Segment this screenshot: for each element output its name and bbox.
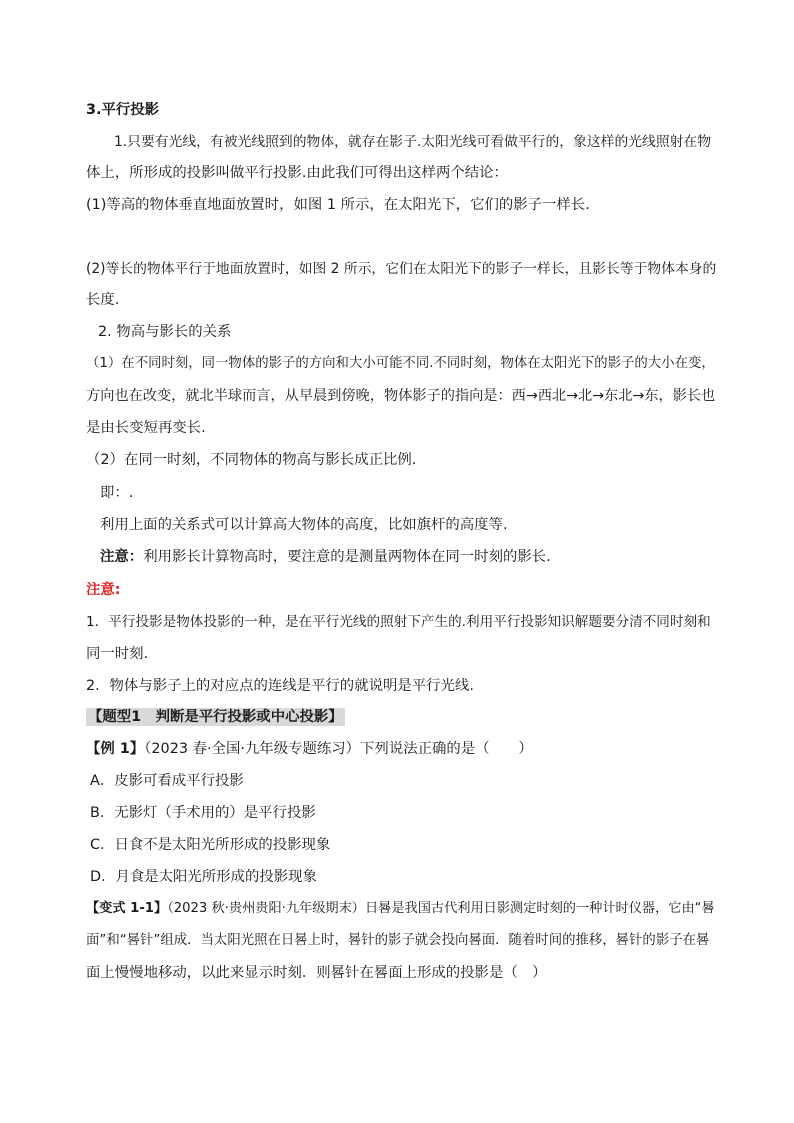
example-1-question: （2023 春·全国·九年级专题练习）下列说法正确的是（ ）: [144, 741, 533, 757]
relation-heading: 2. 物高与影长的关系: [98, 324, 232, 340]
conclusion-2-line: 长度.: [86, 292, 120, 308]
relation-1-line: 方向也在改变，就北半球而言，从早晨到傍晚，物体影子的指向是：西→西北→北→东北→东，影长也: [86, 388, 716, 404]
variant-line: [86, 899, 715, 919]
relation-1-line: （1）在不同时刻，同一物体的影子的方向和大小可能不同.不同时刻，物体在太阳光下的影子的大小在变，: [86, 356, 715, 371]
notes-label: 注意:: [86, 582, 121, 598]
paragraph-line: 1.只要有光线，有被光线照到的物体，就存在影子.太阳光线可看做平行的，象这样的光线照射在物: [114, 134, 712, 150]
example-1-stem: [86, 739, 533, 759]
note-2: 2．物体与影子上的对应点的连线是平行的就说明是平行光线.: [86, 678, 474, 694]
variant-line: 面上慢慢地移动，以此来显示时刻．则晷针在晷面上形成的投影是（ ）: [86, 965, 547, 981]
note-1-line: 同一时刻.: [86, 646, 149, 662]
paragraph-line: 体上，所形成的投影叫做平行投影.由此我们可得出这样两个结论：: [86, 165, 508, 181]
option-c: C．日食不是太阳光所形成的投影现象: [90, 837, 331, 853]
conclusion-1: (1)等高的物体垂直地面放置时，如图 1 所示，在太阳光下，它们的影子一样长.: [86, 197, 590, 213]
variant-line: 面”和“晷针”组成．当太阳光照在日晷上时，晷针的影子就会投向晷面．随着时间的推移，晷针的影子在晷: [86, 933, 710, 948]
topic-heading: [86, 707, 345, 727]
caution-text: 利用影长计算物高时，要注意的是测量两物体在同一时刻的影长.: [143, 549, 551, 565]
example-1-tag: 【例 1】: [86, 741, 145, 757]
option-b: B．无影灯（手术用的）是平行投影: [90, 805, 316, 821]
option-d: D．月食是太阳光所形成的投影现象: [90, 869, 317, 885]
note-1-line: 1．平行投影是物体投影的一种，是在平行光线的照射下产生的.利用平行投影知识解题要分清不同时刻和: [86, 614, 711, 630]
topic-label: 【题型1 判断是平行投影或中心投影】: [88, 709, 343, 725]
formula-line: 即：.: [100, 485, 134, 501]
section-heading: 3.平行投影: [86, 102, 160, 118]
usage-line: 利用上面的关系式可以计算高大物体的高度，比如旗杆的高度等.: [100, 517, 508, 533]
caution-label: 注意：: [100, 549, 144, 565]
caution-line: [100, 547, 551, 567]
relation-2: （2）在同一时刻，不同物体的物高与影长成正比例.: [86, 452, 417, 468]
relation-1-line: 是由长变短再变长.: [86, 420, 206, 436]
variant-tag: 【变式 1-1】: [86, 901, 168, 916]
variant-text: （2023 秋·贵州贵阳·九年级期末）日晷是我国古代利用日影测定时刻的一种计时仪器，它由“晷: [167, 901, 715, 916]
conclusion-2-line: (2)等长的物体平行于地面放置时，如图 2 所示，它们在太阳光下的影子一样长，且影长等于物体本身的: [86, 261, 717, 277]
option-a: A．皮影可看成平行投影: [90, 773, 244, 789]
